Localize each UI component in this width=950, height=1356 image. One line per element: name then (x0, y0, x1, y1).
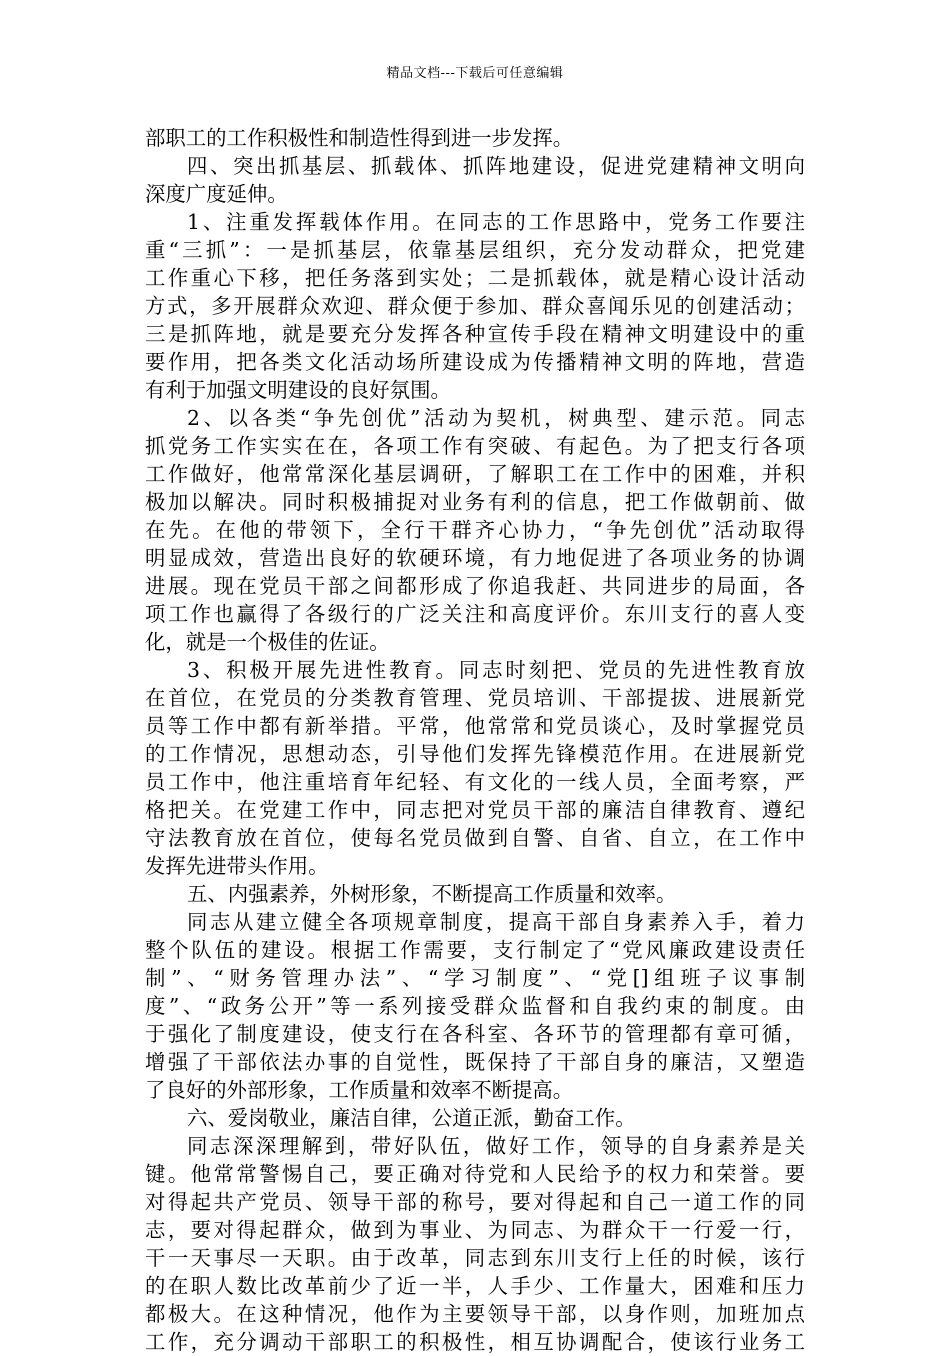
text-line: 极加以解决。同时积极捕捉对业务有利的信息，把工作做朝前、做 (145, 490, 805, 514)
text-line: 五、内强素养，外树形象，不断提高工作质量和效率。 (187, 882, 677, 906)
text-line: 六、爱岗敬业，廉洁自律，公道正派，勤奋工作。 (187, 1106, 636, 1130)
text-line: 工作，充分调动干部职工的积极性，相互协调配合，使该行业务工 (145, 1330, 805, 1354)
text-line: 格把关。在党建工作中，同志把对党员干部的廉洁自律教育、遵纪 (145, 798, 805, 822)
text-line: 项工作也赢得了各级行的广泛关注和高度评价。东川支行的喜人变 (145, 602, 805, 626)
text-line: 整个队伍的建设。根据工作需要，支行制定了“党风廉政建设责任 (145, 938, 805, 962)
text-line: 工作做好，他常常深化基层调研，了解职工在工作中的困难，并积 (145, 462, 805, 486)
text-line: 员工作中，他注重培育年纪轻、有文化的一线人员，全面考察，严 (145, 770, 805, 794)
text-line: 1、注重发挥载体作用。在同志的工作思路中，党务工作要注 (187, 210, 805, 234)
text-line: 3、积极开展先进性教育。同志时刻把、党员的先进性教育放 (187, 658, 805, 682)
text-line: 抓党务工作实实在在，各项工作有突破、有起色。为了把支行各项 (145, 434, 805, 458)
text-line: 志，要对得起群众，做到为事业、为同志、为群众干一行爱一行， (145, 1218, 805, 1242)
text-line: 明显成效，营造出良好的软硬环境，有力地促进了各项业务的协调 (145, 546, 805, 570)
text-line: 四、突出抓基层、抓载体、抓阵地建设，促进党建精神文明向 (187, 154, 805, 178)
document-body (145, 124, 805, 1356)
text-line: 要作用，把各类文化活动场所建设成为传播精神文明的阵地，营造 (145, 350, 805, 374)
text-line: 了良好的外部形象，工作质量和效率不断提高。 (145, 1078, 574, 1102)
text-line: 员等工作中都有新举措。平常，他常常和党员谈心，及时掌握党员 (145, 714, 805, 738)
text-line: 发挥先进带头作用。 (145, 854, 329, 878)
text-line: 方式，多开展群众欢迎、群众便于参加、群众喜闻乐见的创建活动； (145, 294, 805, 318)
text-line: 有利于加强文明建设的良好氛围。 (145, 378, 451, 402)
page-header: 精品文档---下载后可任意编辑 (386, 66, 564, 81)
text-line: 对得起共产党员、领导干部的称号，要对得起和自己一道工作的同 (145, 1190, 805, 1214)
text-line: 都极大。在这种情况，他作为主要领导干部，以身作则，加班加点 (145, 1302, 805, 1326)
text-line: 守法教育放在首位，使每名党员做到自警、自省、自立，在工作中 (145, 826, 805, 850)
text-line: 键。他常常警惕自己，要正确对待党和人民给予的权力和荣誉。要 (145, 1162, 805, 1186)
text-line: 度”、“政务公开”等一系列接受群众监督和自我约束的制度。由 (145, 994, 805, 1018)
text-line: 2、以各类“争先创优”活动为契机，树典型、建示范。同志 (187, 406, 805, 430)
text-line: 工作重心下移，把任务落到实处；二是抓载体，就是精心设计活动 (145, 266, 805, 290)
text-line: 重“三抓”：一是抓基层，依靠基层组织，充分发动群众，把党建 (145, 238, 805, 262)
text-line: 在首位，在党员的分类教育管理、党员培训、干部提拔、进展新党 (145, 686, 805, 710)
text-line: 在先。在他的带领下，全行干群齐心协力，“争先创优”活动取得 (145, 518, 805, 542)
text-line: 三是抓阵地，就是要充分发挥各种宣传手段在精神文明建设中的重 (145, 322, 805, 346)
text-line: 于强化了制度建设，使支行在各科室、各环节的管理都有章可循， (145, 1022, 805, 1046)
text-line: 同志深深理解到，带好队伍，做好工作，领导的自身素养是关 (187, 1134, 805, 1158)
text-line: 进展。现在党员干部之间都形成了你追我赶、共同进步的局面，各 (145, 574, 805, 598)
text-line: 的在职人数比改革前少了近一半，人手少、工作量大，困难和压力 (145, 1274, 805, 1298)
text-line: 部职工的工作积极性和制造性得到进一步发挥。 (145, 126, 574, 150)
text-line: 化，就是一个极佳的佐证。 (145, 630, 390, 654)
text-line: 深度广度延伸。 (145, 182, 288, 206)
text-line: 增强了干部依法办事的自觉性，既保持了干部自身的廉洁，又塑造 (145, 1050, 805, 1074)
text-line: 制”、“财务管理办法”、“学习制度”、“党[]组班子议事制 (145, 966, 805, 990)
text-line: 的工作情况，思想动态，引导他们发挥先锋模范作用。在进展新党 (145, 742, 805, 766)
text-line: 同志从建立健全各项规章制度，提高干部自身素养入手，着力 (187, 910, 805, 934)
text-line: 干一天事尽一天职。由于改革，同志到东川支行上任的时候，该行 (145, 1246, 805, 1270)
